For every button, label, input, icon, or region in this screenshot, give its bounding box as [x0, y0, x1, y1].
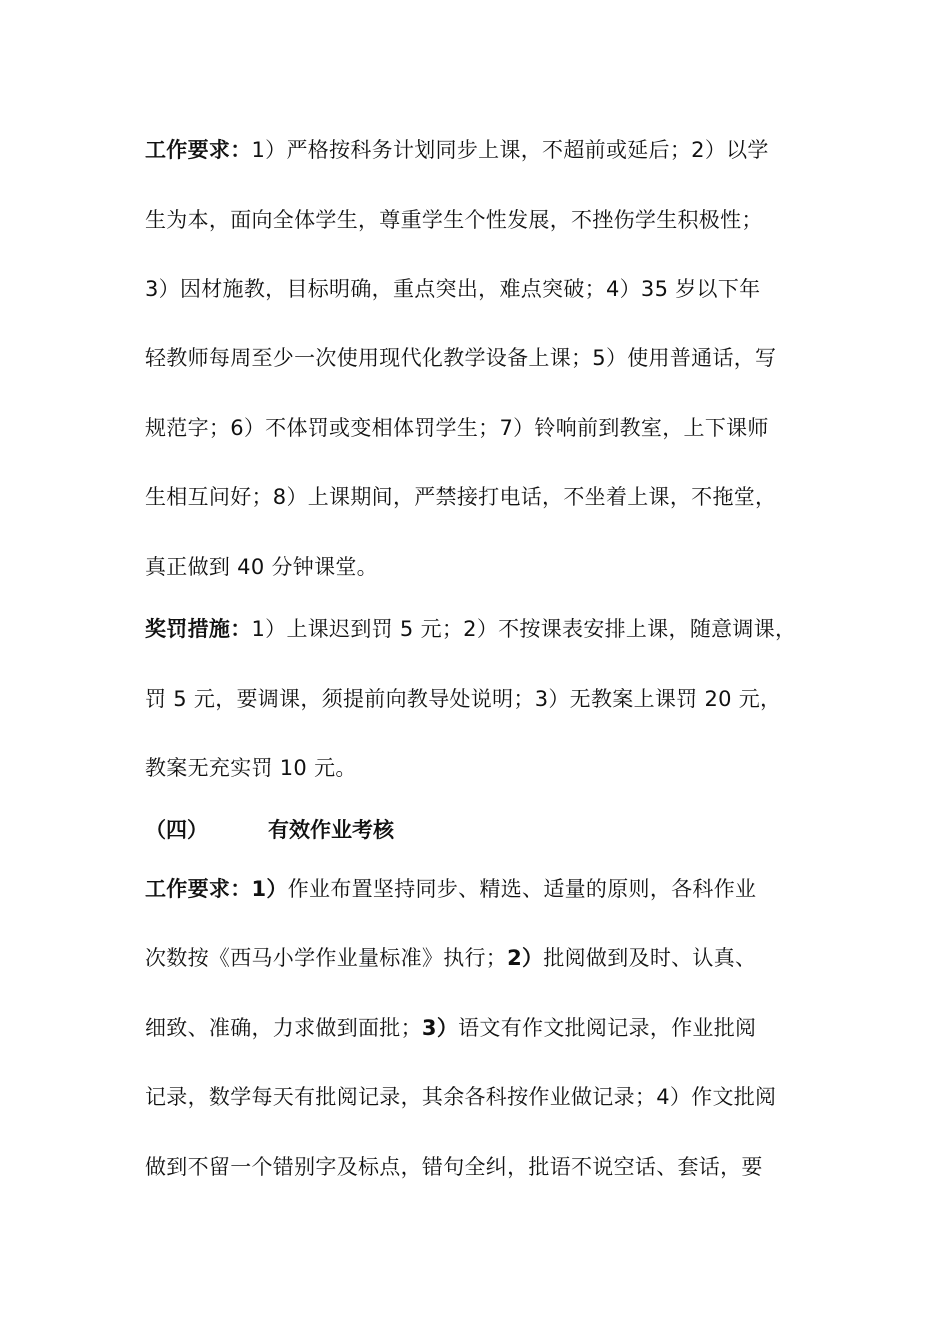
paragraph-line: 生相互问好；8）上课期间，严禁接打电话，不坐着上课，不拖堂， — [145, 485, 777, 509]
section-label: 工作要求： — [145, 877, 252, 901]
paragraph-line: 真正做到 40 分钟课堂。 — [145, 555, 378, 579]
section-label: 工作要求： — [145, 138, 252, 162]
paragraph-line: 规范字；6）不体罚或变相体罚学生；7）铃响前到教室，上下课师 — [145, 416, 769, 440]
paragraph-line: 次数按《西马小学作业量标准》执行；2）批阅做到及时、认真、 — [145, 946, 757, 970]
paragraph-line: 做到不留一个错别字及标点，错句全纠，批语不说空话、套话，要 — [145, 1155, 763, 1179]
section-label: 奖罚措施： — [145, 617, 252, 641]
section-heading: 有效作业考核 — [268, 818, 394, 842]
paragraph-line: 工作要求：1）严格按科务计划同步上课，不超前或延后；2）以学 — [145, 138, 769, 162]
paragraph-line: 3）因材施教，目标明确，重点突出，难点突破；4）35 岁以下年 — [145, 277, 761, 301]
paragraph-line: 生为本，面向全体学生，尊重学生个性发展，不挫伤学生积极性； — [145, 208, 763, 232]
section-number: （四） — [145, 818, 208, 842]
paragraph-line: 记录，数学每天有批阅记录，其余各科按作业做记录；4）作文批阅 — [145, 1085, 777, 1109]
paragraph-line: 工作要求：1）作业布置坚持同步、精选、适量的原则，各科作业 — [145, 877, 757, 901]
paragraph-line: 教案无充实罚 10 元。 — [145, 756, 357, 780]
paragraph-line: 罚 5 元，要调课，须提前向教导处说明；3）无教案上课罚 20 元， — [145, 687, 782, 711]
paragraph-line: 奖罚措施：1）上课迟到罚 5 元；2）不按课表安排上课，随意调课， — [145, 617, 797, 641]
paragraph-line: 轻教师每周至少一次使用现代化教学设备上课；5）使用普通话，写 — [145, 346, 777, 370]
paragraph-line: 细致、准确，力求做到面批；3）语文有作文批阅记录，作业批阅 — [145, 1016, 757, 1040]
